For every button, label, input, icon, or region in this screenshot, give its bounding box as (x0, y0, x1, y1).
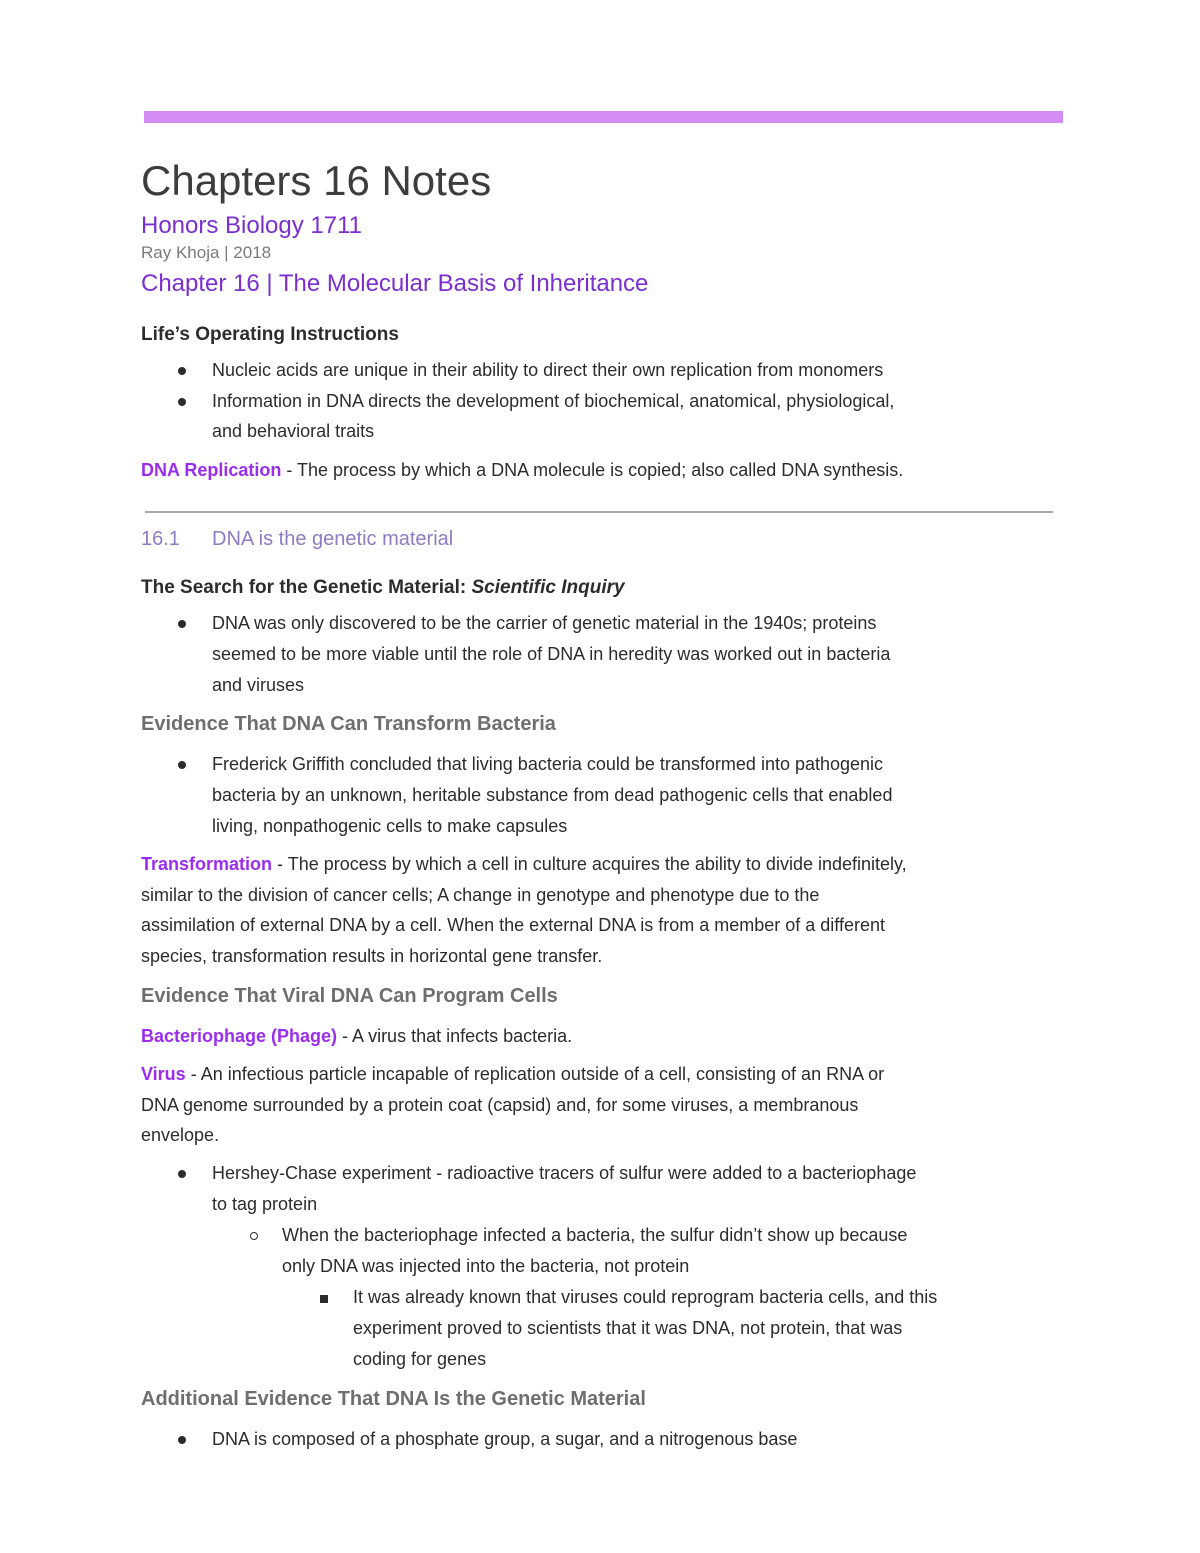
list-item: Nucleic acids are unique in their ability to direct their own replication from monomers (212, 360, 884, 380)
definition-transformation (141, 854, 907, 875)
definition-continuation: assimilation of external DNA by a cell. When the external DNA is from a member of a different (141, 915, 885, 935)
list-item: DNA was only discovered to be the carrier of genetic material in the 1940s; proteins (212, 613, 877, 633)
bullet-icon (178, 761, 186, 769)
bullet-icon (178, 367, 186, 375)
definition-dna-replication (141, 460, 903, 481)
sub-list-item: When the bacteriophage infected a bacteria, the sulfur didn’t show up because (282, 1225, 908, 1245)
list-item-continuation: to tag protein (212, 1194, 318, 1214)
definition-continuation: DNA genome surrounded by a protein coat (capsid) and, for some viruses, a membranous (141, 1095, 859, 1115)
section-number: 16.1 (141, 528, 180, 550)
term-virus: Virus (141, 1064, 186, 1084)
definition-continuation: envelope. (141, 1125, 220, 1145)
bullet-icon (178, 1170, 186, 1178)
sub-sub-list-item: It was already known that viruses could reprogram bacteria cells, and this (353, 1287, 938, 1307)
definition-text: - The process by which a cell in culture acquires the ability to divide indefinitely, (272, 854, 907, 874)
heading-italic-text: Scientific Inquiry (471, 577, 625, 598)
list-item-continuation: seemed to be more viable until the role of DNA in heredity was worked out in bacteria (212, 644, 891, 664)
list-item-continuation: bacteria by an unknown, heritable substance from dead pathogenic cells that enabled (212, 785, 893, 805)
author-line: Ray Khoja | 2018 (141, 243, 272, 262)
square-bullet-icon (320, 1295, 328, 1303)
list-item-continuation: and viruses (212, 675, 305, 695)
hollow-bullet-icon (250, 1232, 258, 1240)
horizontal-divider (145, 511, 1053, 513)
list-item-continuation: and behavioral traits (212, 421, 375, 441)
heading-text: The Search for the Genetic Material: (141, 577, 472, 598)
bullet-icon (178, 398, 186, 406)
bullet-icon (178, 620, 186, 628)
list-item: Hershey-Chase experiment - radioactive tracers of sulfur were added to a bacteriophage (212, 1163, 917, 1183)
definition-text: - An infectious particle incapable of replication outside of a cell, consisting of an RNA or (185, 1064, 885, 1084)
accent-bar (144, 111, 1063, 123)
list-item: Frederick Griffith concluded that living bacteria could be transformed into pathogenic (212, 754, 884, 774)
section-heading-lifes-operating-instructions: Life’s Operating Instructions (141, 324, 399, 345)
list-item: DNA is composed of a phosphate group, a sugar, and a nitrogenous base (212, 1429, 798, 1449)
term-dna-replication: DNA Replication (141, 460, 282, 480)
definition-text: - The process by which a DNA molecule is copied; also called DNA synthesis. (281, 460, 904, 480)
section-heading-transform: Evidence That DNA Can Transform Bacteria (141, 713, 556, 735)
section-heading-viral: Evidence That Viral DNA Can Program Cells (141, 985, 558, 1007)
section-title: DNA is the genetic material (212, 528, 454, 550)
chapter-heading: Chapter 16 | The Molecular Basis of Inheritance (141, 270, 649, 297)
definition-text: - A virus that infects bacteria. (337, 1026, 573, 1046)
list-item: Information in DNA directs the development of biochemical, anatomical, physiological, (212, 391, 895, 411)
sub-list-item-continuation: only DNA was injected into the bacteria, not protein (282, 1256, 690, 1276)
document-subtitle: Honors Biology 1711 (141, 212, 363, 239)
term-bacteriophage: Bacteriophage (Phage) (141, 1026, 338, 1046)
document-title: Chapters 16 Notes (141, 157, 492, 204)
bullet-icon (178, 1436, 186, 1444)
definition-bacteriophage (141, 1026, 572, 1047)
section-heading-search (141, 577, 625, 599)
term-transformation: Transformation (141, 854, 273, 874)
section-heading-additional: Additional Evidence That DNA Is the Genetic Material (141, 1388, 646, 1410)
definition-continuation: species, transformation results in horizontal gene transfer. (141, 946, 603, 966)
definition-virus (141, 1064, 884, 1085)
sub-sub-list-item-continuation: coding for genes (353, 1349, 487, 1369)
list-item-continuation: living, nonpathogenic cells to make capsules (212, 816, 568, 836)
definition-continuation: similar to the division of cancer cells; A change in genotype and phenotype due to the (141, 885, 820, 905)
sub-sub-list-item-continuation: experiment proved to scientists that it was DNA, not protein, that was (353, 1318, 903, 1338)
